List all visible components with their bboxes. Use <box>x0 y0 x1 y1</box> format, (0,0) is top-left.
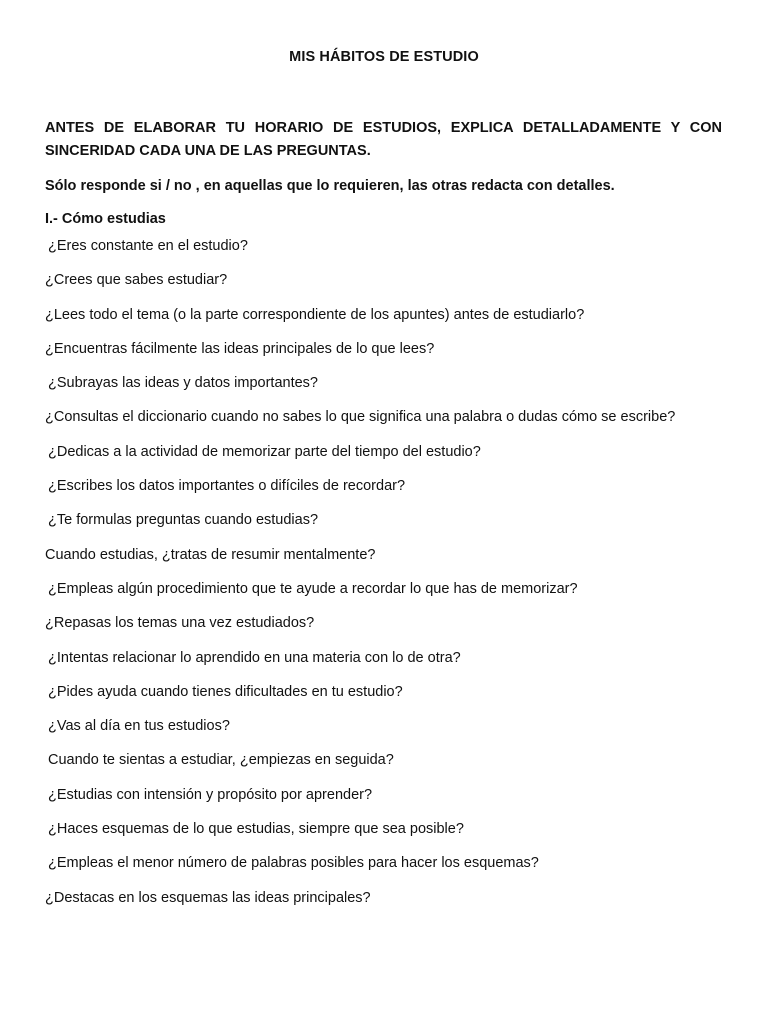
question-item: ¿Pides ayuda cuando tienes dificultades en tu estudio? <box>48 683 403 700</box>
question-item: ¿Consultas el diccionario cuando no sabes lo que significa una palabra o dudas cómo se escribe? <box>45 409 676 426</box>
question-item: Cuando estudias, ¿tratas de resumir mentalmente? <box>45 546 376 563</box>
question-item: ¿Eres constante en el estudio? <box>48 238 248 254</box>
page-title: MIS HÁBITOS DE ESTUDIO <box>289 49 479 65</box>
question-item: ¿Destacas en los esquemas las ideas principales? <box>45 889 371 906</box>
question-item: ¿Lees todo el tema (o la parte correspondiente de los apuntes) antes de estudiarlo? <box>45 306 585 323</box>
question-item: ¿Escribes los datos importantes o difíciles de recordar? <box>48 478 406 495</box>
question-item: ¿Dedicas a la actividad de memorizar parte del tiempo del estudio? <box>48 443 481 460</box>
instructions-paragraph: ANTES DE ELABORAR TU HORARIO DE ESTUDIOS, EXPLICA DETALLADAMENTE Y CON SINCERIDAD CADA UNA DE LAS PREGUNTAS. <box>45 120 722 159</box>
question-item: ¿Empleas el menor número de palabras posibles para hacer los esquemas? <box>48 855 539 872</box>
question-item: ¿Estudias con intensión y propósito por aprender? <box>48 786 373 803</box>
answer-note: Sólo responde si / no , en aquellas que lo requieren, las otras redacta con detalles. <box>45 178 615 194</box>
question-item: ¿Crees que sabes estudiar? <box>45 272 228 289</box>
question-item: ¿Intentas relacionar lo aprendido en una materia con lo de otra? <box>48 649 461 666</box>
question-list <box>45 235 722 921</box>
question-item: ¿Encuentras fácilmente las ideas principales de lo que lees? <box>45 340 435 357</box>
section-heading: I.- Cómo estudias <box>45 211 166 227</box>
question-item: ¿Empleas algún procedimiento que te ayude a recordar lo que has de memorizar? <box>48 580 578 597</box>
question-item: Cuando te sientas a estudiar, ¿empiezas en seguida? <box>48 752 394 769</box>
question-item: ¿Te formulas preguntas cuando estudias? <box>48 512 319 529</box>
question-item: ¿Repasas los temas una vez estudiados? <box>45 615 315 632</box>
question-item: ¿Haces esquemas de lo que estudias, siempre que sea posible? <box>48 821 464 838</box>
question-item: ¿Subrayas las ideas y datos importantes? <box>48 375 318 392</box>
question-item: ¿Vas al día en tus estudios? <box>48 718 230 735</box>
